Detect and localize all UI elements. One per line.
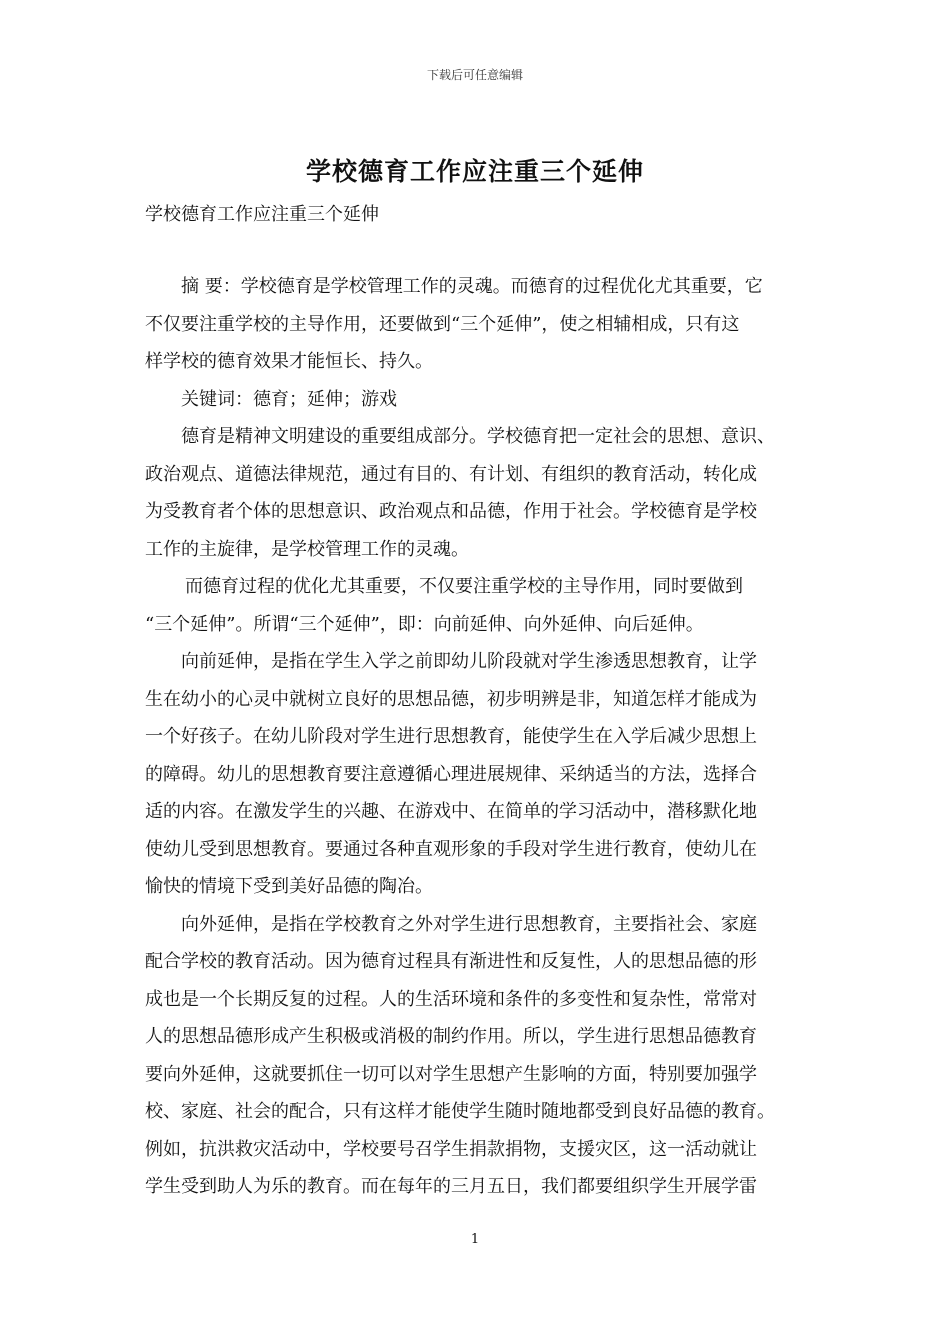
text-line: 例如，抗洪救灾活动中，学校要号召学生捐款捐物，支援灾区，这一活动就让 xyxy=(145,1138,757,1160)
text-line: 使幼儿受到思想教育。要通过各种直观形象的手段对学生进行教育，使幼儿在 xyxy=(145,838,757,860)
text-line: 学生受到助人为乐的教育。而在每年的三月五日，我们都要组织学生开展学雷 xyxy=(145,1176,757,1197)
text-line: 样学校的德育效果才能恒长、持久。 xyxy=(145,351,433,372)
text-line: 而德育过程的优化尤其重要，不仅要注重学校的主导作用，同时要做到 xyxy=(185,576,743,597)
page-header: 下载后可任意编辑 xyxy=(426,68,523,82)
text-line: 摘 要：学校德育是学校管理工作的灵魂。而德育的过程优化尤其重要，它 xyxy=(181,276,763,297)
text-line: 要向外延伸，这就要抓住一切可以对学生思想产生影响的方面，特别要加强学 xyxy=(145,1063,757,1085)
page-number: 1 xyxy=(470,1232,480,1247)
text-line: 校、家庭、社会的配合，只有这样才能使学生随时随地都受到良好品德的教育。 xyxy=(145,1101,775,1122)
text-line: 愉快的情境下受到美好品德的陶冶。 xyxy=(145,876,433,897)
text-line: 不仅要注重学校的主导作用，还要做到“三个延伸”，使之相辅相成，只有这 xyxy=(145,313,740,335)
document-subtitle: 学校德育工作应注重三个延伸 xyxy=(145,204,379,225)
text-line: “三个延伸”。所谓“三个延伸”，即：向前延伸、向外延伸、向后延伸。 xyxy=(145,613,704,635)
text-line: 向前延伸，是指在学生入学之前即幼儿阶段就对学生渗透思想教育，让学 xyxy=(181,651,757,672)
text-line: 政治观点、道德法律规范，通过有目的、有计划、有组织的教育活动，转化成 xyxy=(145,463,757,485)
text-line: 为受教育者个体的思想意识、政治观点和品德，作用于社会。学校德育是学校 xyxy=(145,501,757,522)
text-line: 生在幼小的心灵中就树立良好的思想品德，初步明辨是非，知道怎样才能成为 xyxy=(145,688,757,710)
text-line: 的障碍。幼儿的思想教育要注意遵循心理进展规律、采纳适当的方法，选择合 xyxy=(145,763,757,785)
text-line: 德育是精神文明建设的重要组成部分。学校德育把一定社会的思想、意识、 xyxy=(181,426,775,447)
document-title: 学校德育工作应注重三个延伸 xyxy=(305,157,644,186)
text-line: 人的思想品德形成产生积极或消极的制约作用。所以，学生进行思想品德教育 xyxy=(145,1026,757,1047)
text-line: 向外延伸，是指在学校教育之外对学生进行思想教育，主要指社会、家庭 xyxy=(181,913,757,935)
text-line: 配合学校的教育活动。因为德育过程具有渐进性和反复性，人的思想品德的形 xyxy=(145,951,757,972)
text-line: 成也是一个长期反复的过程。人的生活环境和条件的多变性和复杂性，常常对 xyxy=(145,988,757,1010)
text-line: 适的内容。在激发学生的兴趣、在游戏中、在简单的学习活动中，潜移默化地 xyxy=(145,801,757,822)
text-line: 一个好孩子。在幼儿阶段对学生进行思想教育，能使学生在入学后减少思想上 xyxy=(145,726,757,747)
text-line: 工作的主旋律，是学校管理工作的灵魂。 xyxy=(145,538,469,560)
keywords-line: 关键词：德育；延伸；游戏 xyxy=(181,388,397,410)
body-text xyxy=(145,268,810,1206)
